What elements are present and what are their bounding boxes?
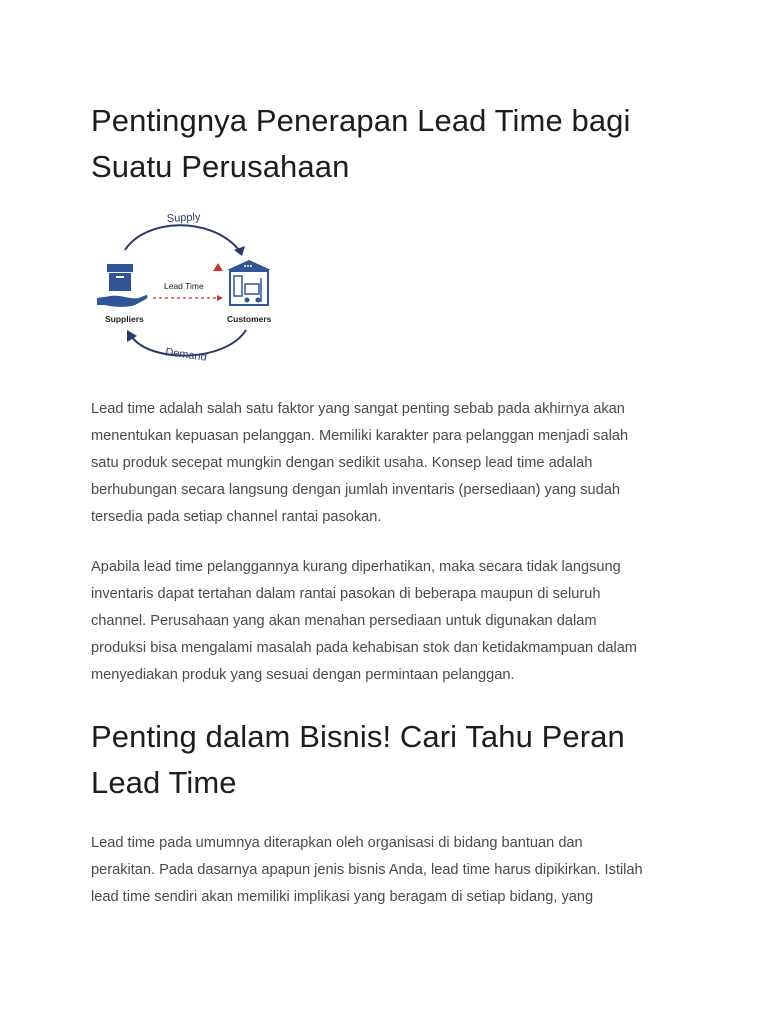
paragraph-line: satu produk secepat mungkin dengan sedikit usaha. Konsep lead time adalah	[91, 455, 593, 471]
warehouse-forklift-icon	[227, 260, 271, 305]
supplier-hand-box-icon	[97, 264, 148, 307]
section-heading	[91, 714, 681, 806]
paragraph-line: Apabila lead time pelanggannya kurang diperhatikan, maka secara tidak langsung	[91, 559, 621, 575]
paragraph-line: perakitan. Pada dasarnya apapun jenis bisnis Anda, lead time harus dipikirkan. Istilah	[91, 862, 643, 878]
heading-line: Penting dalam Bisnis! Cari Tahu Peran	[91, 719, 625, 754]
paragraph-line: menentukan kepuasan pelanggan. Memiliki karakter para pelanggan menjadi salah	[91, 428, 629, 444]
paragraph-intro	[91, 396, 671, 531]
paragraph-impact	[91, 554, 671, 689]
title-line: Pentingnya Penerapan Lead Time bagi	[91, 103, 631, 138]
customers-label: Customers	[227, 314, 272, 324]
paragraph-line: Lead time pada umumnya diterapkan oleh organisasi di bidang bantuan dan	[91, 835, 583, 851]
article-title	[91, 98, 681, 190]
paragraph-line: inventaris dapat tertahan dalam rantai pasokan di beberapa maupun di seluruh	[91, 586, 601, 602]
supply-arrow	[125, 225, 239, 250]
paragraph-line: lead time sendiri akan memiliki implikasi yang beragam di setiap bidang, yang	[91, 889, 594, 905]
demand-label: Demand	[164, 346, 208, 364]
paragraph-line: Lead time adalah salah satu faktor yang sangat penting sebab pada akhirnya akan	[91, 401, 625, 417]
paragraph-line: berhubungan secara langsung dengan jumlah inventaris (persediaan) yang sudah	[91, 482, 620, 498]
paragraph-role	[91, 830, 681, 911]
lead-time-arrowhead	[217, 295, 223, 301]
lead-time-label: Lead Time	[164, 281, 204, 291]
paragraph-line: produksi bisa mengalami masalah pada kehabisan stok dan ketidakmampuan dalam	[91, 640, 637, 656]
lead-time-diagram	[91, 206, 283, 368]
title-line: Suatu Perusahaan	[91, 149, 350, 184]
paragraph-line: menyediakan produk yang sesuai dengan permintaan pelanggan.	[91, 667, 515, 683]
warning-triangle-icon	[213, 263, 223, 271]
heading-line: Lead Time	[91, 765, 237, 800]
paragraph-line: channel. Perusahaan yang akan menahan persediaan untuk digunakan dalam	[91, 613, 597, 629]
supply-label: Supply	[166, 211, 201, 225]
paragraph-line: tersedia pada setiap channel rantai pasokan.	[91, 509, 382, 525]
lead-time-diagram-svg	[91, 206, 283, 368]
suppliers-label: Suppliers	[105, 314, 144, 324]
